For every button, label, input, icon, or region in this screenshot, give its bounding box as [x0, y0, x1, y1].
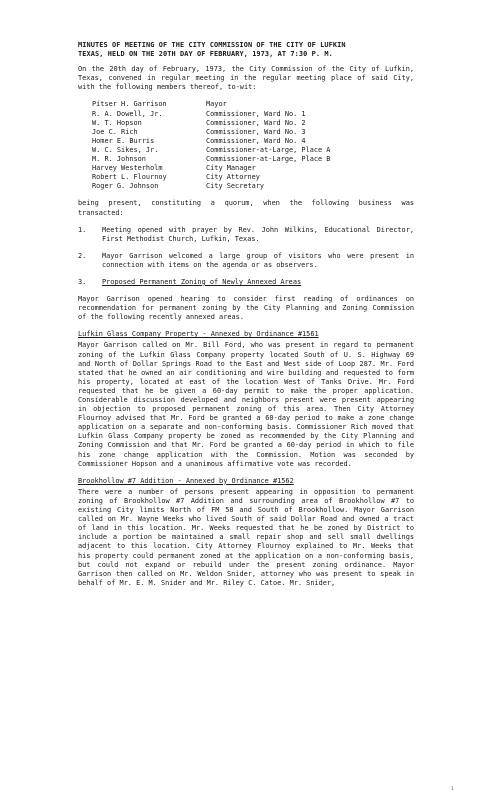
roster-title: City Attorney	[206, 173, 260, 182]
agenda-item	[78, 226, 414, 244]
roster-title: Commissioner, Ward No. 2	[206, 118, 306, 127]
agenda-item	[78, 278, 414, 287]
roster-name: Robert L. Flournoy	[92, 173, 167, 182]
hearing-paragraph: Mayor Garrison opened hearing to consider first reading of ordinances on recommendation for permanent zoning by the City Planning and Zoning Commission of the following recently annexed areas.	[78, 295, 414, 322]
roster-title: Commissioner, Ward No. 1	[206, 109, 306, 118]
roster-name: Harvey Westerholm	[92, 164, 163, 173]
roster-row	[92, 119, 414, 128]
roster-title: Commissioner-at-Large, Place B	[206, 155, 331, 164]
roster-title: Commissioner-at-Large, Place A	[206, 145, 331, 154]
agenda-item-number: 2.	[78, 251, 87, 260]
minutes-page	[78, 41, 414, 596]
agenda-item-text: Proposed Permanent Zoning of Newly Annexed Areas	[102, 277, 302, 286]
roster-row	[92, 182, 414, 191]
quorum-paragraph: being present, constituting a quorum, when the following business was transacted:	[78, 199, 414, 217]
page-code: 1	[451, 786, 454, 791]
roster-row	[92, 110, 414, 119]
roster-title: Commissioner, Ward No. 3	[206, 127, 306, 136]
agenda-item-number: 1.	[78, 225, 87, 234]
section-paragraph-glass-company: Mayor Garrison called on Mr. Bill Ford, who was present in regard to permanent zoning of the Lufkin Glass Company property located South of U. S. Highway 69 and North of Dollar Springs Road to the East and West side of Loop 287. Mr. Ford stated that he owned an air conditioning and wire building and requested to form his property, located at east of the location West of Tanks Drive. Mr. Ford requested that he be given a 60-day permit to make the proper application. Considerable discussion developed and neighbors present were present appearing in objection to proposed permanent zoning of this area. Then City Attorney Flournoy advised that Mr. Ford be granted a 60-day period to make a zone change application on a separate and non-conforming basis. Commissioner Rich moved that Lufkin Glass Company property be zoned as recommended by the City Planning and Zoning Commission and that Mr. Ford be granted a 60-day period in which to file his zone change application with the Commission. Motion was seconded by Commissioner Hopson and a unanimous affirmative vote was recorded.	[78, 341, 414, 468]
agenda-item-number: 3.	[78, 277, 87, 286]
agenda-item	[78, 252, 414, 270]
roster-row	[92, 137, 414, 146]
roster-row	[92, 146, 414, 155]
roster-title: Mayor	[206, 100, 227, 109]
roster-row	[92, 164, 414, 173]
section-paragraph-brookhollow: There were a number of persons present appearing in opposition to permanent zoning of Brookhollow #7 Addition and surrounding area of Brookhollow #7 to existing City limits North of FM 58 and South of Brookhollow. Mayor Garrison called on Mr. Wayne Weeks who lived South of said Dollar Road and owned a tract of land in this location. Mr. Weeks requested that he be zoned by District to include a portion be maintained a small repair shop and sell small dwellings adjacent to this location. City Attorney Flournoy explained to Mr. Weeks that his property could permanent zoned at the application on a non-conforming basis, but could not expand or rebuild under the present zoning ordinance. Mayor Garrison then called on Mr. Weldon Snider, attorney who was present to speak in behalf of Mr. E. M. Snider and Mr. Riley C. Catoe. Mr. Snider,	[78, 487, 414, 587]
roster-title: City Manager	[206, 164, 256, 173]
roster-row	[92, 100, 414, 109]
roster-row	[92, 128, 414, 137]
roster-title: City Secretary	[206, 182, 265, 191]
section-heading-brookhollow: Brookhollow #7 Addition - Annexed by Ordinance #1562	[78, 476, 294, 485]
section-heading-glass-company: Lufkin Glass Company Property - Annexed by Ordinance #1561	[78, 330, 319, 339]
roster-name: W. T. Hopson	[92, 118, 142, 127]
roster-row	[92, 173, 414, 182]
roster-title: Commissioner, Ward No. 4	[206, 136, 306, 145]
roster-name: Pitser H. Garrison	[92, 100, 167, 109]
roster-row	[92, 155, 414, 164]
roster-name: M. R. Johnson	[92, 155, 146, 164]
roster-name: R. A. Dowell, Jr.	[92, 109, 163, 118]
intro-paragraph: On the 20th day of February, 1973, the City Commission of the City of Lufkin, Texas, convened in regular meeting in the regular meeting place of said City, with the following members thereof, to-wit:	[78, 65, 414, 92]
minutes-title-line-2: TEXAS, HELD ON THE 20TH DAY OF FEBRUARY, 1973, AT 7:30 P. M.	[78, 50, 333, 59]
roster-name: Joe C. Rich	[92, 127, 138, 136]
minutes-title-line-1: MINUTES OF MEETING OF THE CITY COMMISSION OF THE CITY OF LUFKIN	[78, 41, 346, 49]
commission-roster	[92, 100, 414, 191]
agenda-item-text: Meeting opened with prayer by Rev. John Wilkins, Educational Director, First Methodist Church, Lufkin, Texas.	[102, 225, 414, 243]
roster-name: W. C. Sikes, Jr.	[92, 145, 159, 154]
roster-name: Roger G. Johnson	[92, 182, 159, 191]
agenda-item-text: Mayor Garrison welcomed a large group of visitors who were present in connection with items on the agenda or as observers.	[102, 251, 414, 269]
roster-name: Homer E. Burris	[92, 136, 155, 145]
